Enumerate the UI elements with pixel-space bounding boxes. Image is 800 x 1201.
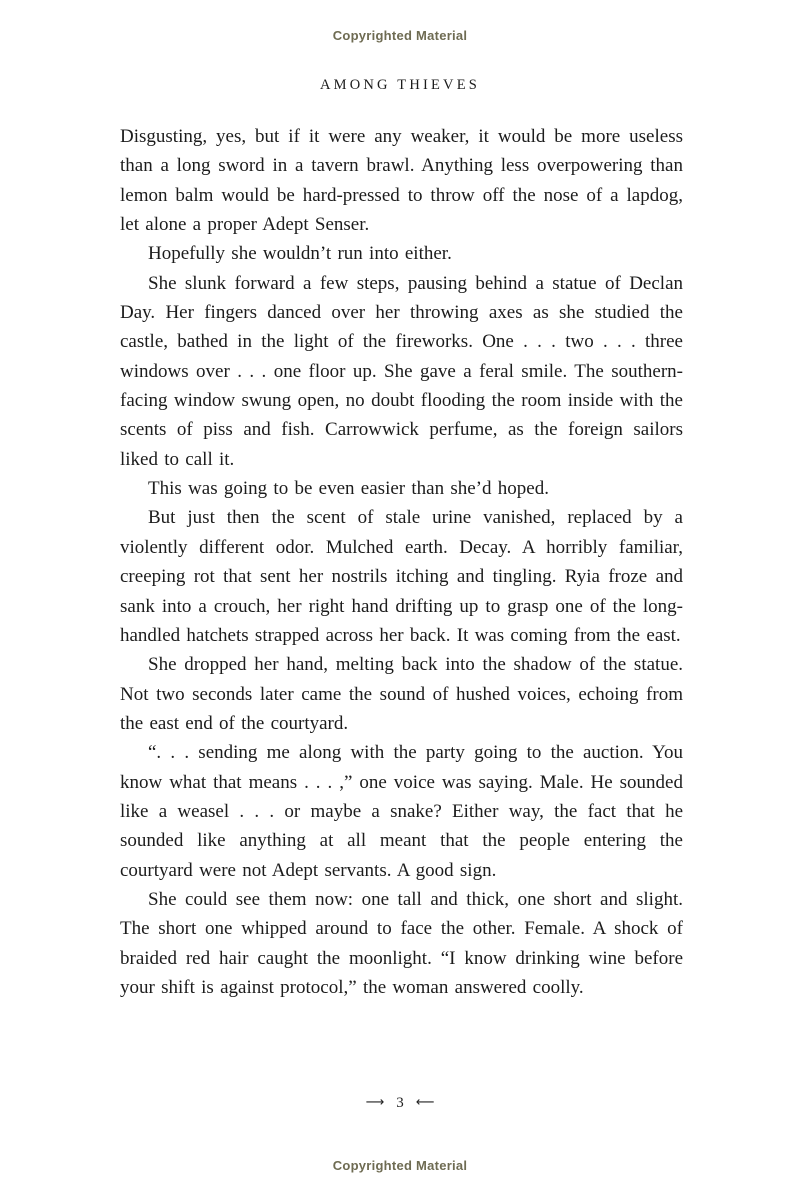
page-number-line [0,1095,800,1112]
paragraph: She could see them now: one tall and thick, one short and slight. The short one whipped around to face the other. Female. A shock of braided red hair caught the moonlight. “I know drinking wine before your shift is against protocol,” the woman answered coolly. [120,888,683,998]
paragraph: This was going to be even easier than she’d hoped. [148,478,549,500]
right-arrow-ornament: ⟶ [365,1095,385,1110]
paragraph: Disgusting, yes, but if it were any weaker, it would be more useless than a long sword in a tavern brawl. Anything less overpowering than lemon balm would be hard-pressed to throw off the nose of a lapdog, let alone a proper Adept Senser. [120,126,683,236]
copyright-notice-bottom: Copyrighted Material [332,1158,468,1173]
paragraph: Hopefully she wouldn’t run into either. [148,243,452,265]
running-header: AMONG THIEVES [319,77,481,93]
copyright-notice-top: Copyrighted Material [332,28,468,43]
body-text [120,122,683,1002]
paragraph: She slunk forward a few steps, pausing behind a statue of Declan Day. Her fingers danced over her throwing axes as she studied the castle, bathed in the light of the fireworks. One . . . two . . . three windows over . . . one floor up. She gave a feral smile. The southern-facing window swung open, no doubt flooding the room inside with the scents of piss and fish. Carrowwick perfume, as the foreign sailors liked to call it. [120,272,683,470]
page-number: 3 [396,1095,404,1111]
left-arrow-ornament: ⟵ [415,1095,435,1110]
paragraph: “. . . sending me along with the party going to the auction. You know what that means . . . ,” one voice was saying. Male. He sounded like a weasel . . . or maybe a snake? Either way, the fact that he sounded like anything at all meant that the people entering the courtyard were not Adept servants. A good sign. [120,742,683,881]
paragraph: She dropped her hand, melting back into the shadow of the statue. Not two seconds later came the sound of hushed voices, echoing from the east end of the courtyard. [120,654,683,734]
paragraph: But just then the scent of stale urine vanished, replaced by a violently different odor. Mulched earth. Decay. A horribly familiar, creeping rot that sent her nostrils itching and tingling. Ryia froze and sank into a crouch, her right hand drifting up to grasp one of the long-handled hatchets strapped across her back. It was coming from the east. [120,507,683,646]
